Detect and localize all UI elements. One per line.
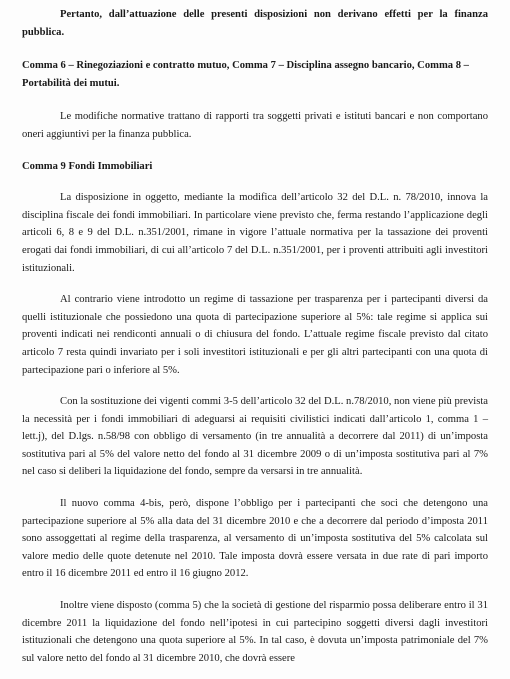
paragraph-sostituzione-commi: Con la sostituzione dei vigenti commi 3-5 dell’articolo 32 del D.L. n.78/2010, non viene più prevista la necessità per i fondi immobiliari di adeguarsi ai requisiti civilistici indicati dall’articolo 1, comma 1 – lett.j), del D.lgs. n.58/98 con obbligo di versamento (in tre annualità a decorrere dal 2011) di un’imposta sostitutiva pari al 5% del valore netto del fondo al 31 dicembre 2009 o di un’imposta sostitutiva pari al 7% nel caso si deliberi la liquidazione del fondo, sempre da versarsi in tre annualità. — [22, 396, 488, 478]
paragraph-disposizione: La disposizione in oggetto, mediante la modifica dell’articolo 32 del D.L. n. 78/2010, innova la disciplina fiscale dei fondi immobiliari. In particolare viene previsto che, ferma restando l’applicazione degli articoli 6, 8 e 9 del D.L. n.351/2001, rimane in vigore l’attuale normativa per la tassazione dei proventi erogati dai fondi immobiliari, di cui all’articolo 7 del D.L. n.351/2001, per i proventi attribuiti agli investitori istituzionali. — [22, 192, 488, 274]
intro-paragraph: Pertanto, dall’attuazione delle presenti disposizioni non derivano effetti per la finanza pubblica. — [22, 9, 488, 38]
section-title-commi-6-7-8: Comma 6 – Rinegoziazioni e contratto mutuo, Comma 7 – Disciplina assegno bancario, Comma 8 – Portabilità dei mutui. — [22, 60, 469, 89]
paragraph-comma-4-bis: Il nuovo comma 4-bis, però, dispone l’obbligo per i partecipanti che soci che detengono una partecipazione superiore al 5% alla data del 31 dicembre 2010 e che a decorrere dal periodo d’imposta 2011 sono assoggettati al regime della trasparenza, al versamento di un’imposta sostitutiva del 5% calcolata sul valore medio delle quote detenute nel 2010. Tale imposta dovrà essere versata in due rate di pari importo entro il 16 dicembre 2011 ed entro il 16 giugno 2012. — [22, 498, 488, 580]
paragraph-rapporti-bancari: Le modifiche normative trattano di rapporti tra soggetti privati e istituti bancari e non comportano oneri aggiuntivi per la finanza pubblica. — [22, 111, 488, 140]
section-title-comma-9: Comma 9 Fondi Immobiliari — [22, 160, 153, 172]
paragraph-comma-5: Inoltre viene disposto (comma 5) che la società di gestione del risparmio possa deliberare entro il 31 dicembre 2011 la liquidazione del fondo nell’ipotesi in cui partecipino soggetti diversi dagli investitori istituzionali che detengono una quota superiore al 5%. In tal caso, è dovuta un’imposta patrimoniale del 7% sul valore netto del fondo al 31 dicembre 2010, che dovrà essere — [22, 600, 488, 664]
paragraph-regime-trasparenza: Al contrario viene introdotto un regime di tassazione per trasparenza per i partecipanti diversi da quelli istituzionale che possiedono una quota di partecipazione superiore al 5%: tale regime si applica sui proventi indicati nei rendiconti annuali o di chiusura del fondo. L’attuale regime fiscale previsto dal citato articolo 7 resta quindi invariato per i soli investitori istituzionali e per gli altri partecipanti con una quota di partecipazione pari o inferiore al 5%. — [22, 294, 488, 376]
